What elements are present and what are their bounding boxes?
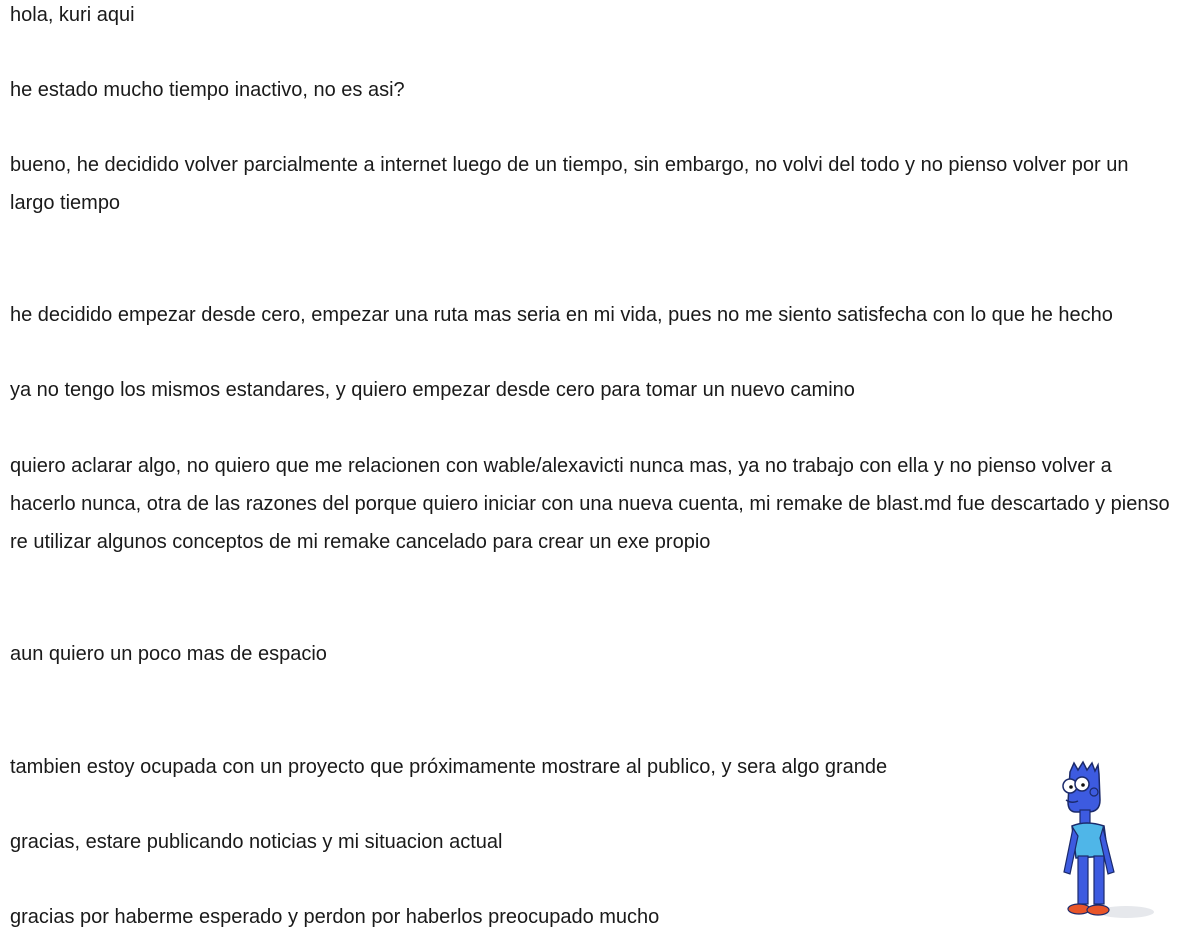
cartoon-character-illustration: [1048, 760, 1158, 925]
paragraph-return: bueno, he decidido volver parcialmente a internet luego de un tiempo, sin embargo, no volvi del todo y no pienso volver por un largo tiempo: [10, 154, 1129, 214]
character-pupil-right: [1081, 783, 1085, 787]
paragraph-greeting: hola, kuri aqui: [10, 4, 135, 26]
paragraph-clarification: quiero aclarar algo, no quiero que me relacionen con wable/alexavicti nunca mas, ya no trabajo con ella y no pienso volver a hacerlo nunca, otra de las razones del porque quiero iniciar con una nueva cuenta, mi remake de blast.md fue descartado y pienso re utilizar algunos conceptos de mi remake cancelado para crear un exe propio: [10, 455, 1170, 553]
paragraph-news: gracias, estare publicando noticias y mi situacion actual: [10, 831, 503, 853]
paragraph-start-over: he decidido empezar desde cero, empezar una ruta mas seria en mi vida, pues no me siento satisfecha con lo que he hecho: [10, 304, 1113, 326]
character-leg-right: [1094, 856, 1104, 904]
character-pupil-left: [1069, 785, 1073, 789]
paragraph-inactive: he estado mucho tiempo inactivo, no es asi?: [10, 79, 405, 101]
paragraph-standards: ya no tengo los mismos estandares, y quiero empezar desde cero para tomar un nuevo camino: [10, 379, 855, 401]
paragraph-space: aun quiero un poco mas de espacio: [10, 643, 327, 665]
paragraph-project: tambien estoy ocupada con un proyecto que próximamente mostrare al publico, y sera algo grande: [10, 756, 888, 778]
character-leg-left: [1078, 856, 1088, 904]
character-shoe-right: [1087, 905, 1109, 915]
paragraph-thanks: gracias por haberme esperado y perdon por haberlos preocupado mucho: [10, 906, 660, 928]
